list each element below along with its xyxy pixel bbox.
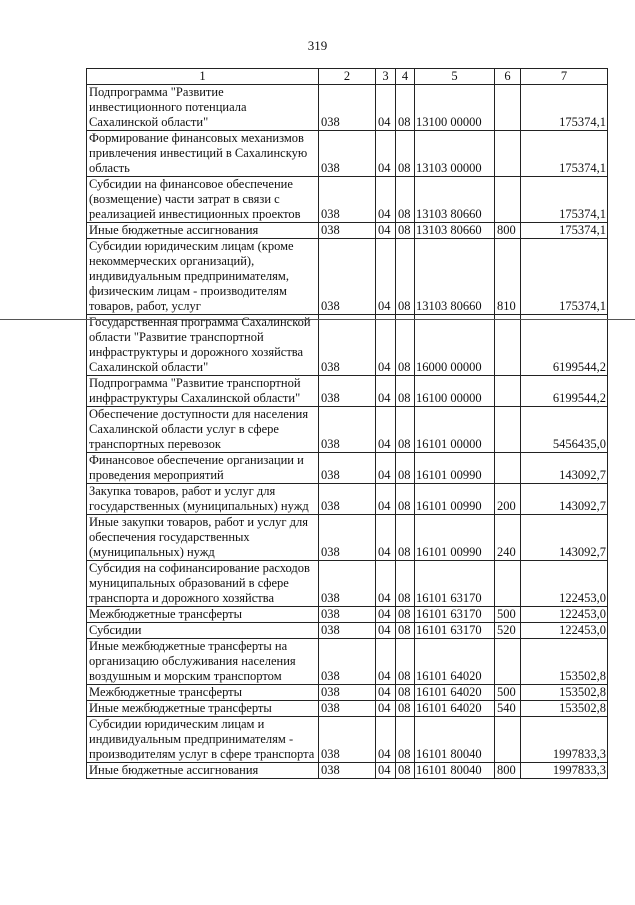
- table-row: [87, 376, 608, 407]
- row-ministry-cell: 038: [319, 639, 376, 685]
- row-target-cell: 16000 00000: [415, 315, 495, 376]
- row-name-cell: Субсидии юридическим лицам и индивидуальным предпринимателям - производителям услуг в сфере транспорта: [87, 717, 319, 763]
- row-expense-type-cell: 800: [495, 763, 521, 779]
- row-target-cell: 16101 64020: [415, 639, 495, 685]
- row-amount-cell: 143092,7: [521, 453, 608, 484]
- column-header-expense-type: 6: [495, 69, 521, 85]
- row-amount-cell: 153502,8: [521, 701, 608, 717]
- table-row: [87, 177, 608, 223]
- row-target-cell: 16101 63170: [415, 623, 495, 639]
- row-section-cell: 04: [376, 177, 396, 223]
- row-target-cell: 13103 80660: [415, 223, 495, 239]
- row-name-cell: Закупка товаров, работ и услуг для государственных (муниципальных) нужд: [87, 484, 319, 515]
- row-name-cell: Финансовое обеспечение организации и проведения мероприятий: [87, 453, 319, 484]
- row-amount-cell: 1997833,3: [521, 763, 608, 779]
- row-section-cell: 04: [376, 515, 396, 561]
- row-subsection-cell: 08: [396, 376, 415, 407]
- row-subsection-cell: 08: [396, 85, 415, 131]
- row-subsection-cell: 08: [396, 685, 415, 701]
- table-row: [87, 607, 608, 623]
- row-subsection-cell: 08: [396, 223, 415, 239]
- row-ministry-cell: 038: [319, 131, 376, 177]
- row-section-cell: 04: [376, 407, 396, 453]
- row-expense-type-cell: [495, 85, 521, 131]
- table-row: [87, 85, 608, 131]
- row-subsection-cell: 08: [396, 407, 415, 453]
- table-body: [87, 85, 608, 779]
- row-amount-cell: 153502,8: [521, 685, 608, 701]
- table-row: [87, 639, 608, 685]
- table-row: [87, 223, 608, 239]
- row-target-cell: 16101 00990: [415, 453, 495, 484]
- row-ministry-cell: 038: [319, 239, 376, 315]
- row-ministry-cell: 038: [319, 561, 376, 607]
- row-subsection-cell: 08: [396, 177, 415, 223]
- row-expense-type-cell: [495, 561, 521, 607]
- row-name-cell: Иные бюджетные ассигнования: [87, 763, 319, 779]
- row-amount-cell: 153502,8: [521, 639, 608, 685]
- row-section-cell: 04: [376, 717, 396, 763]
- row-subsection-cell: 08: [396, 701, 415, 717]
- scan-cut-line: [0, 319, 635, 320]
- row-expense-type-cell: 200: [495, 484, 521, 515]
- row-expense-type-cell: 240: [495, 515, 521, 561]
- row-target-cell: 16100 00000: [415, 376, 495, 407]
- row-amount-cell: 5456435,0: [521, 407, 608, 453]
- row-name-cell: Иные закупки товаров, работ и услуг для обеспечения государственных (муниципальных) нужд: [87, 515, 319, 561]
- row-target-cell: 16101 80040: [415, 763, 495, 779]
- row-ministry-cell: 038: [319, 701, 376, 717]
- row-name-cell: Межбюджетные трансферты: [87, 685, 319, 701]
- row-ministry-cell: 038: [319, 717, 376, 763]
- row-target-cell: 13103 80660: [415, 177, 495, 223]
- row-amount-cell: 175374,1: [521, 177, 608, 223]
- row-subsection-cell: 08: [396, 623, 415, 639]
- table-row: [87, 315, 608, 376]
- row-amount-cell: 1997833,3: [521, 717, 608, 763]
- row-name-cell: Субсидии на финансовое обеспечение (возмещение) части затрат в связи с реализацией инвестиционных проектов: [87, 177, 319, 223]
- budget-table: [86, 68, 608, 779]
- row-expense-type-cell: 540: [495, 701, 521, 717]
- row-subsection-cell: 08: [396, 315, 415, 376]
- row-expense-type-cell: [495, 315, 521, 376]
- row-name-cell: Субсидия на софинансирование расходов муниципальных образований в сфере транспорта и дорожного хозяйства: [87, 561, 319, 607]
- row-ministry-cell: 038: [319, 453, 376, 484]
- table-row: [87, 701, 608, 717]
- row-section-cell: 04: [376, 623, 396, 639]
- row-name-cell: Подпрограмма "Развитие инвестиционного потенциала Сахалинской области": [87, 85, 319, 131]
- row-target-cell: 16101 64020: [415, 701, 495, 717]
- row-expense-type-cell: 810: [495, 239, 521, 315]
- row-section-cell: 04: [376, 685, 396, 701]
- row-ministry-cell: 038: [319, 376, 376, 407]
- row-amount-cell: 6199544,2: [521, 315, 608, 376]
- row-expense-type-cell: [495, 717, 521, 763]
- row-expense-type-cell: [495, 453, 521, 484]
- row-target-cell: 13100 00000: [415, 85, 495, 131]
- row-name-cell: Подпрограмма "Развитие транспортной инфраструктуры Сахалинской области": [87, 376, 319, 407]
- row-name-cell: Субсидии: [87, 623, 319, 639]
- table-row: [87, 685, 608, 701]
- table-header-row: [87, 69, 608, 85]
- row-amount-cell: 122453,0: [521, 607, 608, 623]
- row-ministry-cell: 038: [319, 484, 376, 515]
- row-target-cell: 13103 80660: [415, 239, 495, 315]
- row-ministry-cell: 038: [319, 315, 376, 376]
- row-section-cell: 04: [376, 763, 396, 779]
- column-header-target: 5: [415, 69, 495, 85]
- table-row: [87, 453, 608, 484]
- row-section-cell: 04: [376, 453, 396, 484]
- column-header-name: 1: [87, 69, 319, 85]
- row-ministry-cell: 038: [319, 407, 376, 453]
- row-section-cell: 04: [376, 85, 396, 131]
- row-name-cell: Обеспечение доступности для населения Сахалинской области услуг в сфере транспортных перевозок: [87, 407, 319, 453]
- row-subsection-cell: 08: [396, 717, 415, 763]
- row-ministry-cell: 038: [319, 177, 376, 223]
- row-section-cell: 04: [376, 701, 396, 717]
- row-amount-cell: 122453,0: [521, 623, 608, 639]
- row-ministry-cell: 038: [319, 623, 376, 639]
- row-amount-cell: 143092,7: [521, 484, 608, 515]
- table-row: [87, 623, 608, 639]
- row-amount-cell: 175374,1: [521, 85, 608, 131]
- row-section-cell: 04: [376, 376, 396, 407]
- table-row: [87, 515, 608, 561]
- page-number: 319: [307, 38, 328, 53]
- row-section-cell: 04: [376, 561, 396, 607]
- row-subsection-cell: 08: [396, 607, 415, 623]
- row-expense-type-cell: [495, 376, 521, 407]
- row-section-cell: 04: [376, 639, 396, 685]
- row-name-cell: Государственная программа Сахалинской области "Развитие транспортной инфраструктуры и дорожного хозяйства Сахалинской области": [87, 315, 319, 376]
- column-header-subsection: 4: [396, 69, 415, 85]
- row-target-cell: 16101 63170: [415, 561, 495, 607]
- row-expense-type-cell: [495, 177, 521, 223]
- table-row: [87, 239, 608, 315]
- row-section-cell: 04: [376, 315, 396, 376]
- row-expense-type-cell: 500: [495, 607, 521, 623]
- row-section-cell: 04: [376, 484, 396, 515]
- row-ministry-cell: 038: [319, 607, 376, 623]
- row-target-cell: 16101 64020: [415, 685, 495, 701]
- row-name-cell: Иные бюджетные ассигнования: [87, 223, 319, 239]
- row-subsection-cell: 08: [396, 515, 415, 561]
- row-amount-cell: 6199544,2: [521, 376, 608, 407]
- row-expense-type-cell: 800: [495, 223, 521, 239]
- row-amount-cell: 175374,1: [521, 131, 608, 177]
- row-subsection-cell: 08: [396, 239, 415, 315]
- row-amount-cell: 175374,1: [521, 239, 608, 315]
- row-target-cell: 16101 00990: [415, 484, 495, 515]
- row-subsection-cell: 08: [396, 561, 415, 607]
- row-amount-cell: 175374,1: [521, 223, 608, 239]
- row-ministry-cell: 038: [319, 685, 376, 701]
- row-subsection-cell: 08: [396, 453, 415, 484]
- row-section-cell: 04: [376, 131, 396, 177]
- row-name-cell: Иные межбюджетные трансферты: [87, 701, 319, 717]
- row-amount-cell: 143092,7: [521, 515, 608, 561]
- table-row: [87, 763, 608, 779]
- row-name-cell: Межбюджетные трансферты: [87, 607, 319, 623]
- row-ministry-cell: 038: [319, 763, 376, 779]
- row-expense-type-cell: [495, 407, 521, 453]
- row-section-cell: 04: [376, 223, 396, 239]
- column-header-section: 3: [376, 69, 396, 85]
- row-subsection-cell: 08: [396, 484, 415, 515]
- row-ministry-cell: 038: [319, 515, 376, 561]
- column-header-amount: 7: [521, 69, 608, 85]
- row-ministry-cell: 038: [319, 85, 376, 131]
- row-section-cell: 04: [376, 607, 396, 623]
- row-expense-type-cell: 520: [495, 623, 521, 639]
- row-target-cell: 16101 00990: [415, 515, 495, 561]
- row-section-cell: 04: [376, 239, 396, 315]
- table-row: [87, 561, 608, 607]
- table-row: [87, 131, 608, 177]
- row-expense-type-cell: [495, 639, 521, 685]
- row-target-cell: 13103 00000: [415, 131, 495, 177]
- row-subsection-cell: 08: [396, 763, 415, 779]
- column-header-ministry: 2: [319, 69, 376, 85]
- row-name-cell: Иные межбюджетные трансферты на организацию обслуживания населения воздушным и морским транспортом: [87, 639, 319, 685]
- row-ministry-cell: 038: [319, 223, 376, 239]
- table-row: [87, 484, 608, 515]
- row-target-cell: 16101 00000: [415, 407, 495, 453]
- row-subsection-cell: 08: [396, 639, 415, 685]
- row-expense-type-cell: [495, 131, 521, 177]
- table-row: [87, 717, 608, 763]
- row-amount-cell: 122453,0: [521, 561, 608, 607]
- row-target-cell: 16101 63170: [415, 607, 495, 623]
- table-row: [87, 407, 608, 453]
- row-name-cell: Формирование финансовых механизмов привлечения инвестиций в Сахалинскую область: [87, 131, 319, 177]
- row-expense-type-cell: 500: [495, 685, 521, 701]
- row-name-cell: Субсидии юридическим лицам (кроме некоммерческих организаций), индивидуальным предпринимателям, физическим лицам - производителям товаров, работ, услуг: [87, 239, 319, 315]
- row-target-cell: 16101 80040: [415, 717, 495, 763]
- row-subsection-cell: 08: [396, 131, 415, 177]
